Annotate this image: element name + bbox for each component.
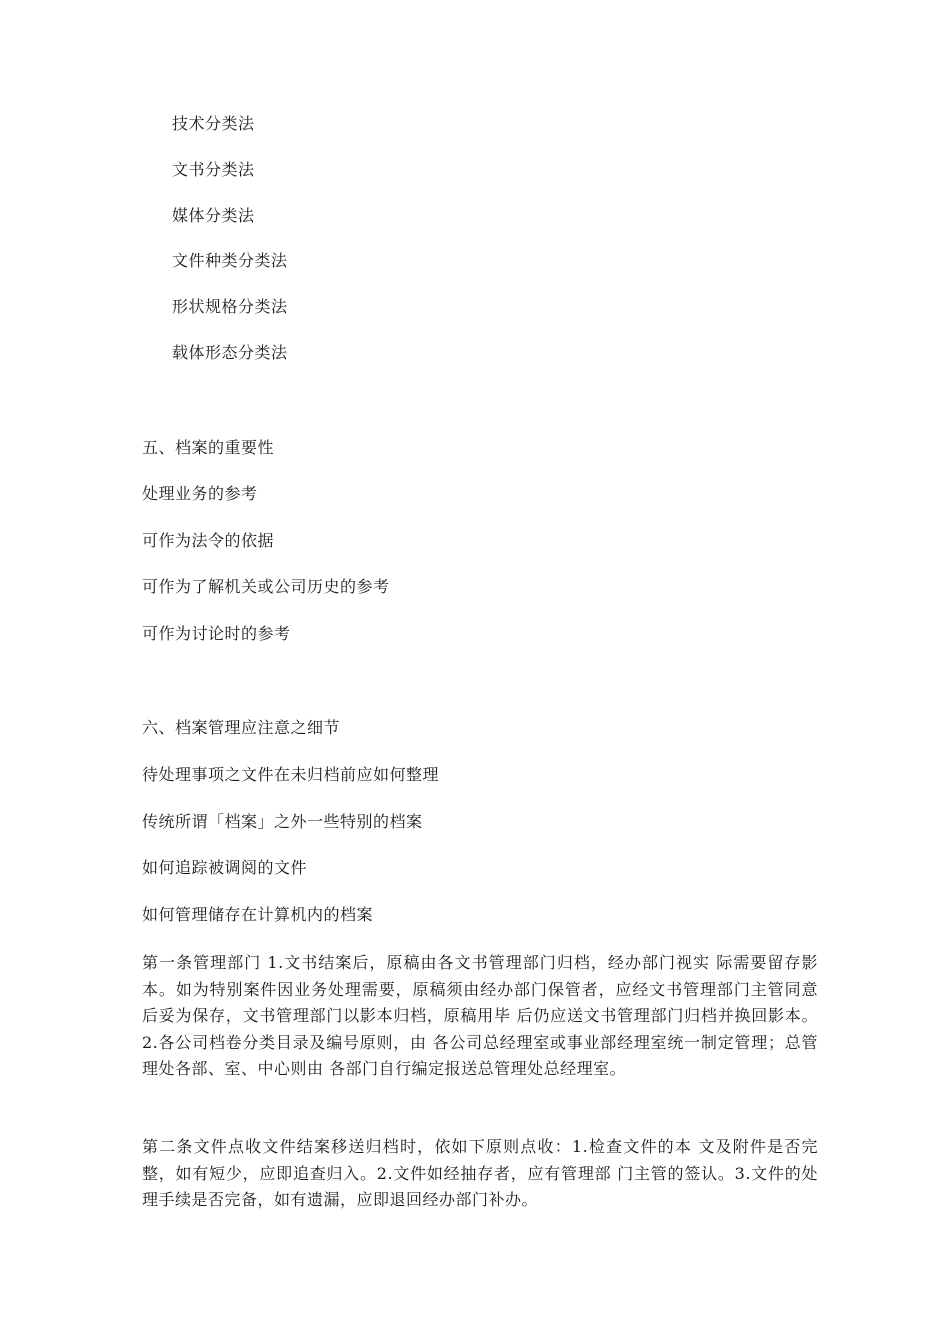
- list-item: 如何管理储存在计算机内的档案: [142, 905, 374, 924]
- list-item: 形状规格分类法: [172, 297, 288, 316]
- section-heading: 五、档案的重要性: [142, 438, 275, 457]
- list-item: 待处理事项之文件在未归档前应如何整理: [142, 765, 440, 784]
- list-item: 可作为了解机关或公司历史的参考: [142, 577, 390, 596]
- list-item: 技术分类法: [172, 114, 255, 133]
- list-item: 可作为讨论时的参考: [142, 624, 291, 643]
- list-item: 文件种类分类法: [172, 251, 288, 270]
- section-heading: 六、档案管理应注意之细节: [142, 718, 341, 737]
- article-paragraph: 第一条管理部门 1.文书结案后，原稿由各文书管理部门归档，经办部门视实 际需要留存影本。如为特别案件因业务处理需要，原稿须由经办部门保管者，应经文书管理部门主管同意后妥为保存，文书管理部门以影本归档，原稿用毕 后仍应送文书管理部门归档并换回影本。2.各公司档卷分类目录及编号原则，由 各公司总经理室或事业部经理室统一制定管理；总管理处各部、室、中心则由 各部门自行编定报送总管理处总经理室。: [142, 953, 818, 1078]
- list-item: 处理业务的参考: [142, 484, 258, 503]
- list-item: 传统所谓「档案」之外一些特别的档案: [142, 812, 423, 831]
- list-item: 载体形态分类法: [172, 343, 288, 362]
- list-item: 如何追踪被调阅的文件: [142, 858, 308, 877]
- list-item: 文书分类法: [172, 160, 255, 179]
- list-item: 可作为法令的依据: [142, 531, 275, 550]
- article-paragraph: 第二条文件点收文件结案移送归档时，依如下原则点收：1.检查文件的本 文及附件是否完整，如有短少，应即追查归入。2.文件如经抽存者，应有管理部 门主管的签认。3.文件的处理手续是否完备，如有遗漏，应即退回经办部门补办。: [142, 1137, 818, 1209]
- list-item: 媒体分类法: [172, 206, 255, 225]
